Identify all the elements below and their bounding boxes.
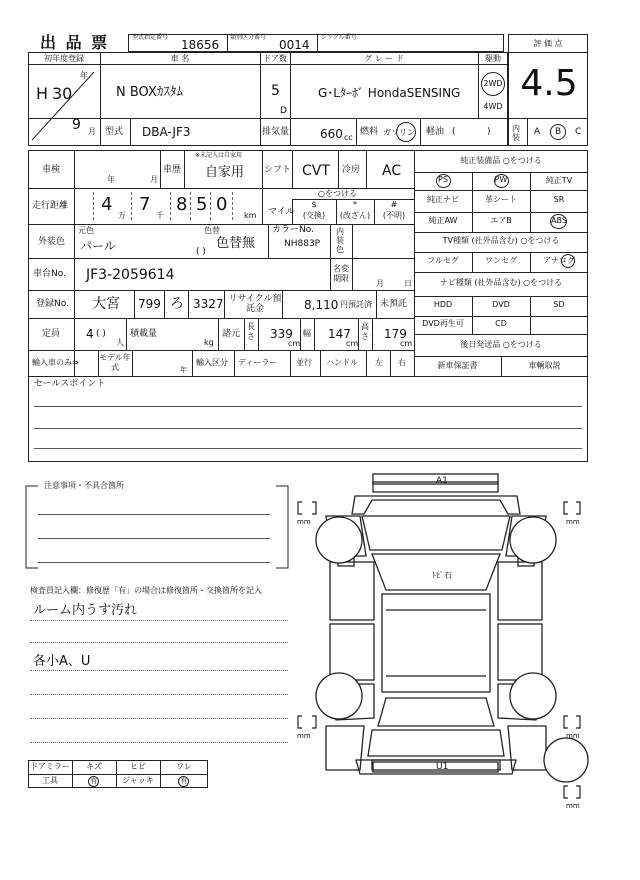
era: H xyxy=(36,84,49,103)
history-value: 自家用 xyxy=(205,165,245,180)
length-unit: cm xyxy=(288,339,301,348)
diagram-rear-bumper-mark: U1 xyxy=(436,762,449,772)
category-no-label: 類別区分番号 xyxy=(230,34,267,41)
mileage-label: 走行距離 xyxy=(32,201,69,211)
analog-circle xyxy=(561,254,575,268)
legend-crack: ヒビ xyxy=(130,762,146,771)
diagram-front-bumper-mark: A1 xyxy=(436,476,448,486)
jack-circle xyxy=(178,776,189,787)
width-unit: cm xyxy=(346,339,359,348)
navi-dvd: DVD xyxy=(492,300,510,309)
history-label: 車歴 xyxy=(163,165,182,175)
displacement-value: 660 xyxy=(320,127,343,141)
equip-aw: 純正AW xyxy=(428,216,458,225)
reg-year-label: 初年度登録 xyxy=(44,54,84,63)
recolor-paren: ( ) xyxy=(196,247,206,257)
rename-label: 名変期限 xyxy=(333,264,349,283)
unknown-label: (不明) xyxy=(382,211,406,220)
year-unit: 年 xyxy=(80,71,88,80)
fuel-gasoline: ガソリン xyxy=(383,128,415,137)
model-year-unit: 年 xyxy=(180,366,187,374)
drive-2wd: 2WD xyxy=(483,79,503,88)
ps-circle xyxy=(436,174,451,188)
inspection-year-unit: 年 xyxy=(107,175,115,184)
interior-color-label: 内装色 xyxy=(336,227,344,254)
dims-label: 諸元 xyxy=(222,329,241,339)
recycle-not-paid: 未預託 xyxy=(380,299,408,309)
diesel-label: 軽油 xyxy=(426,127,445,137)
equip-tv: 純正TV xyxy=(545,176,573,185)
handle-left: 左 xyxy=(375,358,383,367)
fuel-label: 燃料 xyxy=(360,127,379,137)
height-label: 高さ xyxy=(361,322,369,341)
model-year-label: モデル年式 xyxy=(99,353,131,372)
load-unit: kg xyxy=(204,338,214,347)
diagram-windshield-mark: ﾄﾋﾞ石 xyxy=(432,571,452,580)
chassis-no: JF3-2059614 xyxy=(86,267,175,283)
capacity-paren: ( ) xyxy=(96,329,106,339)
recolor-label: 色替 xyxy=(204,226,220,235)
handle-label: ハンドル xyxy=(326,358,358,367)
load-label: 積載量 xyxy=(130,329,158,339)
sales-point-label: セールスポイント xyxy=(34,379,106,389)
recycle-unit: 円預託済 xyxy=(340,300,372,309)
plate-label: 登録No. xyxy=(36,299,69,309)
navi-cd: CD xyxy=(495,319,507,328)
mileage-digit-4: 5 xyxy=(196,194,208,215)
car-name-label: 車 名 xyxy=(170,54,190,63)
tools-circle xyxy=(88,776,99,787)
legend-break: ワレ xyxy=(176,762,192,771)
grade-label: グ レ ー ド xyxy=(364,54,404,63)
capacity-value: 4 xyxy=(86,327,94,341)
mileage-digit-5: 0 xyxy=(216,194,228,215)
mileage-digit-1: 4 xyxy=(101,194,113,215)
inspector-label: 検査員記入欄：修復歴「有」の場合は修復箇所・交換箇所を記入 xyxy=(30,586,262,595)
legend-jack-value: 有 xyxy=(180,777,188,785)
recolor-value: 色替無 xyxy=(216,236,256,251)
handle-right: 右 xyxy=(398,358,406,367)
navi-sd: SD xyxy=(553,300,565,309)
mile-label: マイル xyxy=(268,207,295,217)
recycle-label: リサイクル預託金 xyxy=(228,294,282,314)
door-count: 5 xyxy=(271,83,280,99)
width-value: 147 xyxy=(328,327,351,341)
tv-oneseg: ワンセグ xyxy=(485,256,517,265)
score-value: 4.5 xyxy=(520,63,578,104)
form-title: 出 品 票 xyxy=(40,33,110,52)
navi-dvd-play: DVD再生可 xyxy=(422,319,464,328)
original-color: パール xyxy=(80,239,116,253)
model-value: DBA-JF3 xyxy=(142,125,191,139)
recycle-value: 8,110 xyxy=(304,298,339,312)
type-no-label: 型式指定番号 xyxy=(132,34,169,41)
score-label: 評 価 点 xyxy=(533,39,563,48)
import-cat-label: 輸入区分 xyxy=(196,358,228,367)
door-type: D xyxy=(280,106,287,116)
interior-b: B xyxy=(555,127,562,137)
chassis-label: 車台No. xyxy=(33,269,66,279)
mm-spare: mm xyxy=(566,802,580,810)
rename-month: 月 xyxy=(376,279,384,288)
mileage-unit-man: 万 xyxy=(118,211,126,220)
reg-month: 9 xyxy=(72,117,81,133)
category-no: 0014 xyxy=(279,38,310,52)
grade-value: G･Lﾀｰﾎﾞ HondaSENSING xyxy=(318,86,461,100)
altered-label: (改ざん) xyxy=(339,211,371,220)
inspector-note-2: 各小A、U xyxy=(33,654,91,669)
legend-tools: 工具 xyxy=(42,776,58,785)
inspection-label: 車検 xyxy=(42,165,61,175)
color-no-label: カラーNo. xyxy=(272,225,314,235)
type-no: 18656 xyxy=(181,38,220,52)
later-ship-label: 後日発送品 ○をつける xyxy=(460,340,542,349)
exterior-color-label: 外装色 xyxy=(38,237,66,247)
exchange-symbol: $ xyxy=(311,200,317,209)
mileage-circle-note: ○をつける xyxy=(318,189,357,198)
legend-tools-value: 有 xyxy=(90,777,98,785)
shift-value: CVT xyxy=(302,163,330,179)
legend-scratch: キズ xyxy=(86,762,102,771)
legend-jack: ジャッキ xyxy=(122,776,154,785)
original-color-label: 元色 xyxy=(78,226,94,235)
parallel-label: 並行 xyxy=(296,358,312,367)
equip-navi: 純正ナビ xyxy=(427,195,459,204)
month-unit: 月 xyxy=(88,127,96,136)
equip-pw: PW xyxy=(494,175,508,184)
mileage-digit-3: 8 xyxy=(176,194,188,215)
history-note: ※未記入は自家用 xyxy=(195,152,243,159)
drive-label: 駆動 xyxy=(485,54,501,63)
mileage-unit-km: km xyxy=(244,211,257,220)
abs-circle xyxy=(550,214,567,229)
car-name: N BOXｶｽﾀﾑ xyxy=(116,85,183,100)
mm-rear-left: mm xyxy=(297,732,311,740)
tv-analog: アナログ xyxy=(543,256,575,265)
fuel-selected-circle xyxy=(396,122,416,142)
new-car-warranty: 新車保証書 xyxy=(437,361,478,370)
capacity-unit: 人 xyxy=(116,338,124,347)
ac-label: 冷房 xyxy=(342,165,361,175)
plate-kana: ろ xyxy=(170,296,184,312)
interior-selected-circle xyxy=(550,124,566,140)
mm-front-right: mm xyxy=(566,518,580,526)
equip-leather: 革シート xyxy=(485,195,517,204)
mileage-digit-2: 7 xyxy=(139,194,151,215)
height-value: 179 xyxy=(384,327,407,341)
genuine-equip-label: 純正装備品 ○をつける xyxy=(460,156,542,165)
shift-label: シフト xyxy=(264,165,292,175)
displacement-unit: cc xyxy=(344,133,353,142)
color-no: NH883P xyxy=(284,239,321,249)
navi-hdd: HDD xyxy=(433,300,453,309)
navi-type-label: ナビ種類 (社外品含む) ○をつける xyxy=(439,278,563,287)
ac-value: AC xyxy=(382,163,402,179)
model-label: 型式 xyxy=(105,127,124,137)
diesel-paren: ( ) xyxy=(452,127,491,137)
drive-4wd: 4WD xyxy=(483,102,503,111)
unknown-symbol: # xyxy=(390,200,398,209)
equip-ps: PS xyxy=(438,175,448,184)
equip-airbag: エアB xyxy=(490,216,512,225)
width-label: 幅 xyxy=(303,329,311,338)
legend-door-mirror: ドアミラー xyxy=(30,762,70,771)
length-label: 長さ xyxy=(247,322,255,341)
caution-bracket xyxy=(24,481,290,574)
serial-label: シリアル番号 xyxy=(321,34,357,41)
altered-symbol: * xyxy=(353,200,357,209)
equip-sr: SR xyxy=(553,195,565,204)
length-value: 339 xyxy=(270,327,293,341)
plate-area: 大宮 xyxy=(92,296,120,312)
pw-circle xyxy=(494,174,509,188)
exchange-label: (交換) xyxy=(302,211,326,220)
plate-number: 3327 xyxy=(193,297,224,311)
capacity-label: 定員 xyxy=(42,329,61,339)
mm-rear-right: mm xyxy=(566,732,580,740)
dealer-label: ディーラー xyxy=(238,358,278,367)
interior-a: A xyxy=(534,127,541,137)
tv-fullseg: フルセグ xyxy=(427,256,459,265)
mileage-unit-sen: 千 xyxy=(156,211,164,220)
height-unit: cm xyxy=(400,339,413,348)
displacement-label: 排気量 xyxy=(262,127,290,137)
equip-abs: ABS xyxy=(551,216,567,225)
interior-c: C xyxy=(575,127,582,137)
inspection-month-unit: 月 xyxy=(150,175,158,184)
inspector-note-1: ルーム内うす汚れ xyxy=(33,603,138,618)
reg-year: 30 xyxy=(52,84,73,103)
rename-day: 日 xyxy=(404,279,412,288)
doors-label: ドア数 xyxy=(263,54,287,63)
caution-label: 注意事項・不具合箇所 xyxy=(44,481,124,490)
mm-front-left: mm xyxy=(297,518,311,526)
interior-label: 内装 xyxy=(512,124,520,142)
import-label: 輸入車のみ⇒ xyxy=(32,358,79,367)
plate-class: 799 xyxy=(138,297,161,311)
owners-manual: 車輌取説 xyxy=(528,361,561,370)
tv-type-label: TV種類 (社外品含む) ○をつける xyxy=(442,236,560,245)
